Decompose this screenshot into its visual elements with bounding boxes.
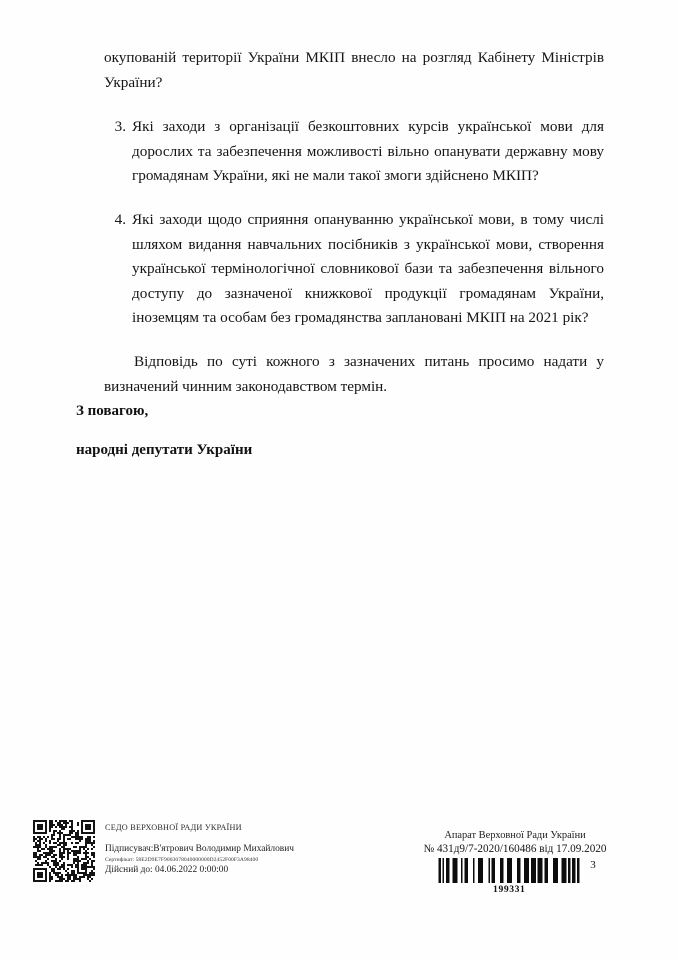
page-number: 3 [590, 859, 596, 871]
question-marker: 3. [114, 118, 126, 136]
signoff-salutation: З повагою, [76, 403, 149, 419]
barcode-block [434, 858, 584, 895]
esignature-certificate: Сертифікат: 58E2D9E7F9003078040000000D2452F00F3A98400 [105, 857, 259, 863]
question-item-4 [104, 208, 604, 331]
registration-organization: Апарат Верховної Ради України [444, 830, 586, 841]
document-body [104, 46, 604, 414]
esignature-details [105, 820, 294, 877]
question-marker: 4. [114, 210, 126, 228]
electronic-signature-stamp [33, 820, 343, 882]
barcode-digits: 199331 [493, 884, 526, 895]
signoff-signers: народні депутати України [76, 442, 253, 458]
barcode-row [400, 858, 630, 895]
signoff-block [76, 400, 476, 461]
question-text: Які заходи з організації безкоштовних курсів української мови для дорослих та забезпечення можливості вільно опанувати державну мову громадянам України, які не мали такої змоги здійснено МКІП? [132, 118, 604, 185]
esignature-valid-until: Дійсний до: 04.06.2022 0:00:00 [105, 864, 229, 875]
esignature-signer: Підписувач:В'ятрович Володимир Михайлович [105, 844, 294, 855]
question-item-3 [104, 115, 604, 189]
barcode-icon [434, 858, 584, 883]
continuation-paragraph: окупованій території України МКІП внесло на розгляд Кабінету Міністрів України? [104, 49, 604, 91]
qr-code-icon [33, 820, 95, 882]
question-text: Які заходи щодо сприяння опануванню української мови, в тому числі шляхом видання навчальних посібників з української мови, створення української термінологічної словникової бази та забезпечення вільного доступу до зазначеної книжкової продукції громадянам України, іноземцям та особам без громадянства заплановані МКІП на 2021 рік? [132, 210, 604, 327]
closing-paragraph: Відповідь по суті кожного з зазначених питань просимо надати у визначений чинним законодавством термін. [104, 352, 604, 395]
esignature-system-title: СЕДО ВЕРХОВНОЇ РАДИ УКРАЇНИ [105, 823, 242, 832]
registration-reference-number: № 431д9/7-2020/160486 від 17.09.2020 [423, 843, 607, 855]
questions-list [104, 115, 604, 331]
registration-stamp [400, 830, 630, 895]
